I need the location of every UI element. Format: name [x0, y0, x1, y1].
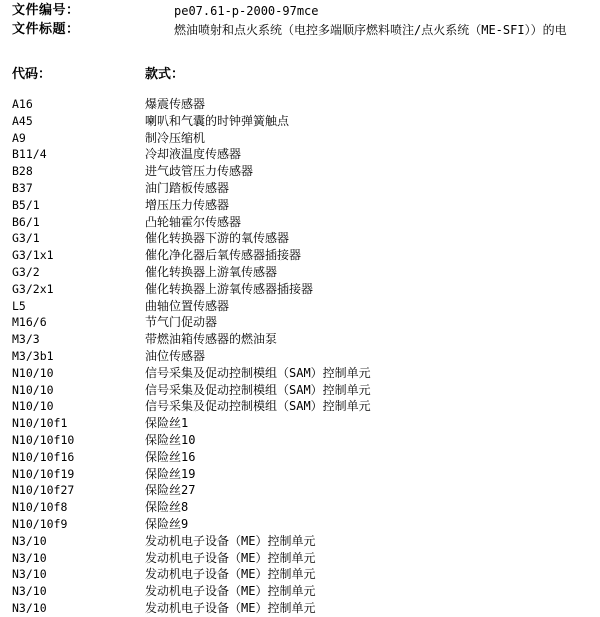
component-description: 保险丝16 [145, 449, 196, 464]
list-item [0, 550, 600, 567]
component-description: 油门踏板传感器 [145, 180, 230, 195]
component-description: 信号采集及促动控制模组（SAM）控制单元 [145, 365, 371, 380]
component-description: 冷却液温度传感器 [145, 147, 242, 162]
component-code: G3/1 [12, 231, 40, 246]
component-code: N3/10 [12, 550, 47, 565]
component-code: N10/10 [12, 382, 54, 397]
component-code: N10/10 [12, 365, 54, 380]
component-code: N10/10f9 [12, 516, 68, 531]
list-item [0, 197, 600, 214]
list-item [0, 600, 600, 617]
doc-number-value: pe07.61-p-2000-97mce [174, 4, 319, 18]
component-description: 催化转换器下游的氧传感器 [145, 231, 290, 246]
component-code: M3/3 [12, 332, 40, 347]
component-code: B5/1 [12, 197, 40, 212]
list-item [0, 348, 600, 365]
list-item [0, 146, 600, 163]
component-code: N10/10f27 [12, 483, 75, 498]
component-description: 进气歧管压力传感器 [145, 164, 254, 179]
list-item [0, 516, 600, 533]
component-code: A45 [12, 113, 33, 128]
component-code: L5 [12, 298, 26, 313]
list-item [0, 583, 600, 600]
component-code: N3/10 [12, 584, 47, 599]
list-item [0, 499, 600, 516]
component-description: 凸轮轴霍尔传感器 [145, 214, 242, 229]
component-code: N3/10 [12, 567, 47, 582]
component-description: 制冷压缩机 [145, 130, 206, 145]
list-item [0, 298, 600, 315]
list-item [0, 382, 600, 399]
component-description: 增压压力传感器 [145, 197, 230, 212]
component-code: G3/2x1 [12, 281, 54, 296]
list-item [0, 180, 600, 197]
list-item [0, 466, 600, 483]
component-list [0, 96, 600, 617]
column-header-description: 款式： [145, 67, 185, 82]
list-item [0, 415, 600, 432]
list-item [0, 482, 600, 499]
component-code: N10/10f10 [12, 432, 75, 447]
doc-title-label: 文件标题： [12, 22, 80, 37]
component-code: M16/6 [12, 315, 47, 330]
component-code: N10/10f19 [12, 466, 75, 481]
column-header-code: 代码： [12, 67, 52, 82]
list-item [0, 214, 600, 231]
list-item [0, 113, 600, 130]
list-item [0, 314, 600, 331]
component-description: 保险丝8 [145, 500, 189, 515]
component-description: 催化转换器上游氧传感器插接器 [145, 281, 314, 296]
component-code: G3/1x1 [12, 248, 54, 263]
component-description: 带燃油箱传感器的燃油泵 [145, 332, 278, 347]
doc-title-value: 燃油喷射和点火系统（电控多端顺序燃料喷注/点火系统（ME-SFI））的电 [174, 23, 567, 37]
component-description: 节气门促动器 [145, 315, 218, 330]
component-description: 信号采集及促动控制模组（SAM）控制单元 [145, 382, 371, 397]
doc-number-label: 文件编号： [12, 3, 80, 18]
list-item [0, 566, 600, 583]
component-description: 油位传感器 [145, 348, 206, 363]
component-code: M3/3b1 [12, 348, 54, 363]
component-description: 发动机电子设备（ME）控制单元 [145, 567, 316, 582]
component-description: 催化净化器后氧传感器插接器 [145, 248, 302, 263]
component-description: 信号采集及促动控制模组（SAM）控制单元 [145, 399, 371, 414]
list-item [0, 432, 600, 449]
list-item [0, 331, 600, 348]
component-code: G3/2 [12, 264, 40, 279]
component-description: 保险丝10 [145, 432, 196, 447]
component-description: 发动机电子设备（ME）控制单元 [145, 533, 316, 548]
component-code: N10/10f16 [12, 449, 75, 464]
component-description: 曲轴位置传感器 [145, 298, 230, 313]
list-item [0, 281, 600, 298]
component-code: B28 [12, 164, 33, 179]
component-description: 喇叭和气囊的时钟弹簧触点 [145, 113, 290, 128]
component-code: N10/10 [12, 399, 54, 414]
component-code: N3/10 [12, 533, 47, 548]
component-code: A9 [12, 130, 26, 145]
component-description: 发动机电子设备（ME）控制单元 [145, 600, 316, 615]
component-code: B11/4 [12, 147, 47, 162]
component-code: B6/1 [12, 214, 40, 229]
component-description: 保险丝19 [145, 466, 196, 481]
component-description: 爆震传感器 [145, 97, 206, 111]
list-item [0, 163, 600, 180]
component-code: N10/10f8 [12, 500, 68, 515]
list-item [0, 365, 600, 382]
component-code: A16 [12, 97, 33, 111]
list-item [0, 533, 600, 550]
component-description: 催化转换器上游氧传感器 [145, 264, 278, 279]
component-code: B37 [12, 180, 33, 195]
list-item [0, 264, 600, 281]
list-item [0, 96, 600, 113]
component-description: 发动机电子设备（ME）控制单元 [145, 550, 316, 565]
list-item [0, 230, 600, 247]
component-code: N3/10 [12, 600, 47, 615]
component-description: 保险丝27 [145, 483, 196, 498]
component-description: 发动机电子设备（ME）控制单元 [145, 584, 316, 599]
list-item [0, 247, 600, 264]
list-item [0, 398, 600, 415]
component-description: 保险丝1 [145, 416, 189, 431]
list-item [0, 130, 600, 147]
list-item [0, 449, 600, 466]
component-description: 保险丝9 [145, 516, 189, 531]
component-code: N10/10f1 [12, 416, 68, 431]
